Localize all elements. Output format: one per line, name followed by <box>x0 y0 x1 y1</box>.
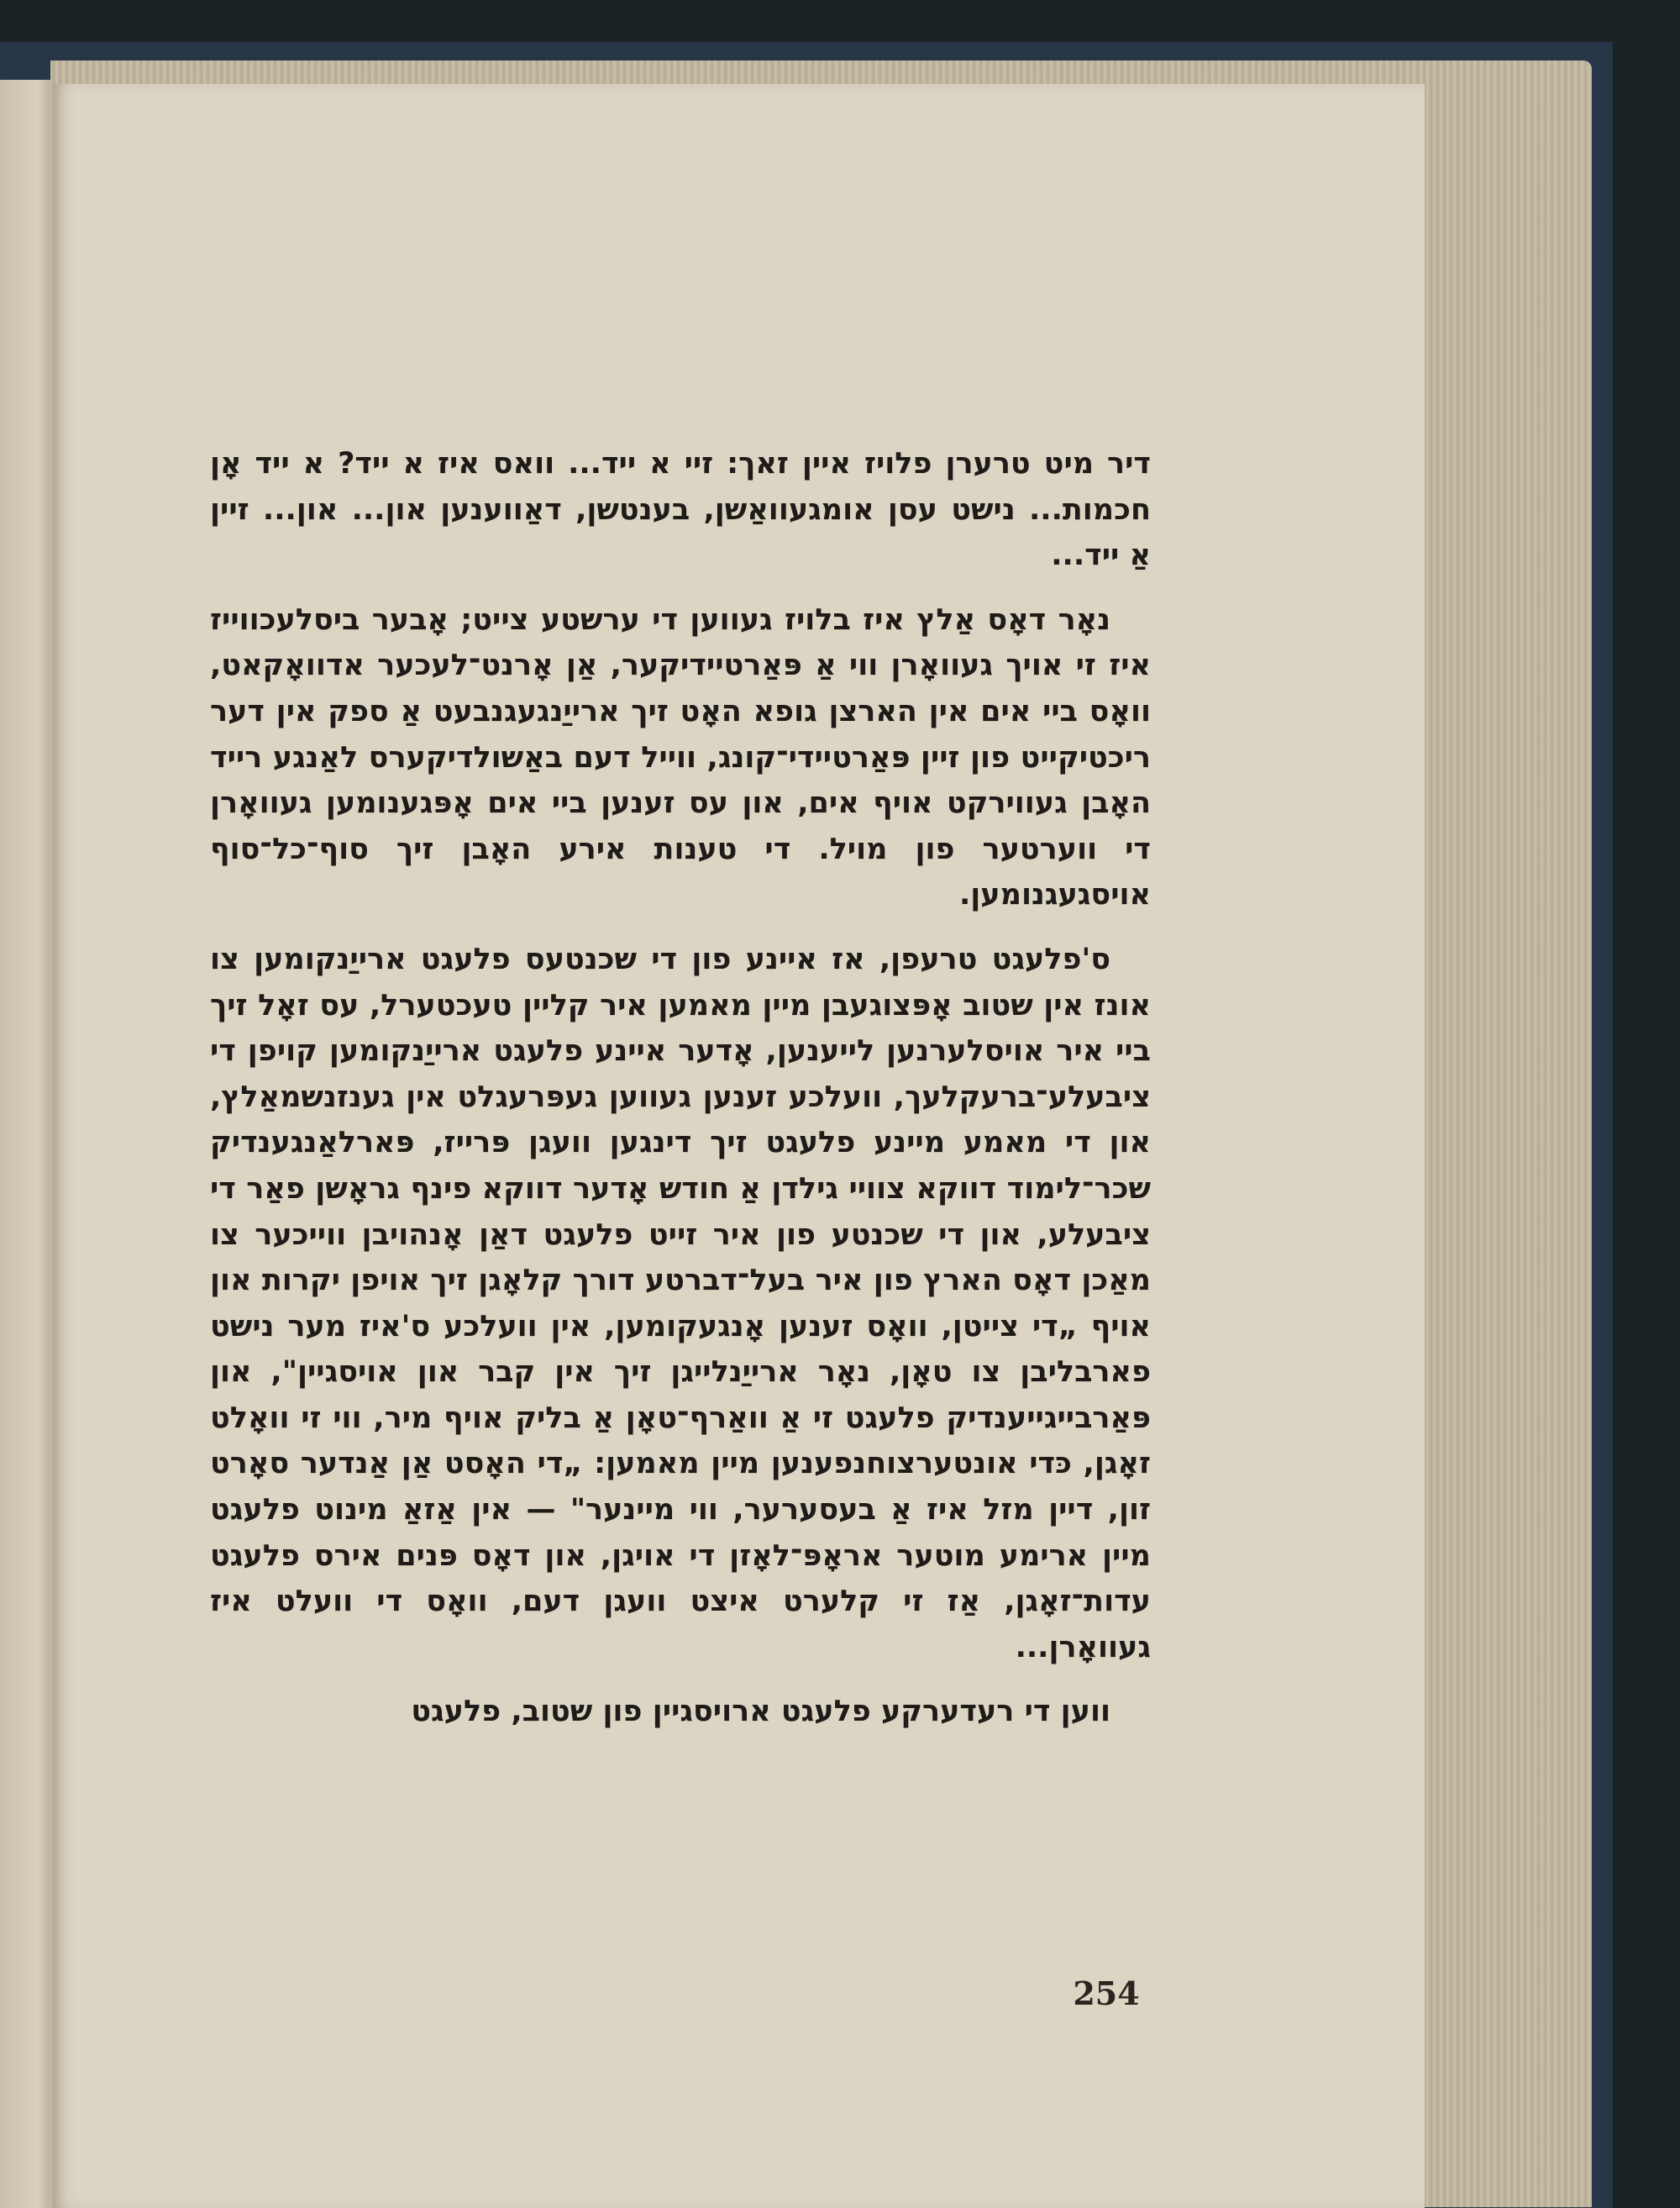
paragraph-4: ווען די רעדערקע פלעגט ארויסגיין פון שטוב, פלעגט <box>411 1695 1110 1729</box>
paragraph-2: נאָר דאָס אַלץ איז בלויז געווען די ערשטע צייט; אָבער ביסלעכווייז איז זי אויך געוואָרן ווי אַ פּאַרטיידיקער, אַן אָרנט־לעכער אדוואָקאט, וואָס ביי אים אין הארצן גופא האָט זיך ארייַנגעגנבעט אַ ספק אין דער ריכטיקייט פון זיין פּאַרטיידי־קונג, ווייל דעם באַשולדיקערס לאַנגע רייד האָבן געווירקט אויף אים, און עס זענען ביי אים אָפּגענומען געוואָרן די ווערטער פון מויל. די טענות אירע האָבן זיך סוף־כל־סוף אויסגעגנומען. <box>210 602 1151 912</box>
body-text <box>210 441 1151 1753</box>
book-page <box>54 84 1425 2208</box>
paragraph-1: דיר מיט טרערן פלויז איין זאך: זיי א ייד... וואס איז א ייד? א ייד אָן חכמות... נישט עסן אומגעוואַשן, בענטשן, דאַווענען און... און... זיין אַ ייד... <box>210 447 1151 573</box>
page-number: 254 <box>1073 1974 1140 2012</box>
facing-page-edge <box>0 80 56 2208</box>
paragraph-3: ס'פלעגט טרעפן, אז איינע פון די שכנטעס פלעגט ארייַנקומען צו אונז אין שטוב אָפּצוגעבן מיין מאמען איר קליין טעכטערל, עס זאָל זיך ביי איר אויסלערנען לייענען, אָדער איינע פלעגט ארייַנקומען קויפן די ציבעלע־ברעקלעך, וועלכע זענען געווען געפּרעגלט אין גענזנשמאַלץ, און די מאמע מיינע פלעגט זיך דינגען וועגן פּרייז, פּארלאַנגענדיק שכר־לימוד דווקא צוויי גילדן אַ חודש אָדער דווקא פינף גראָשן פאַר די ציבעלע, און די שכנטע פון איר זייט פלעגט דאַן אָנהויבן ווייכער צו מאַכן דאָס הארץ פון איר בעל־דברטע דורך קלאָגן זיך אויפן יקרות און אויף „די צייטן, וואָס זענען אָנגעקומען, אין וועלכע ס'איז מער נישט פארבליבן צו טאָן, נאָר ארייַנלייגן זיך אין קבר און אויסגיין", און פּאַרבייגייענדיק פלעגט זי אַ וואַרף־טאָן אַ בליק אויף מיר, ווי זי וואָלט זאָגן, כּדי אונטערצוחנפענען מיין מאמען: „די האָסט אַן אַנדער סאָרט זון, דיין מזל איז אַ בעסערער, ווי מיינער" — אין אַזאַ מינוט פלעגט מיין ארימע מוטער אראָפּ־לאָזן די אויגן, און דאָס פּנים אירס פלעגט עדות־זאָגן, אַז זי קלערט איצט וועגן דעם, וואָס די וועלט איז געוואָרן... <box>210 942 1151 1664</box>
